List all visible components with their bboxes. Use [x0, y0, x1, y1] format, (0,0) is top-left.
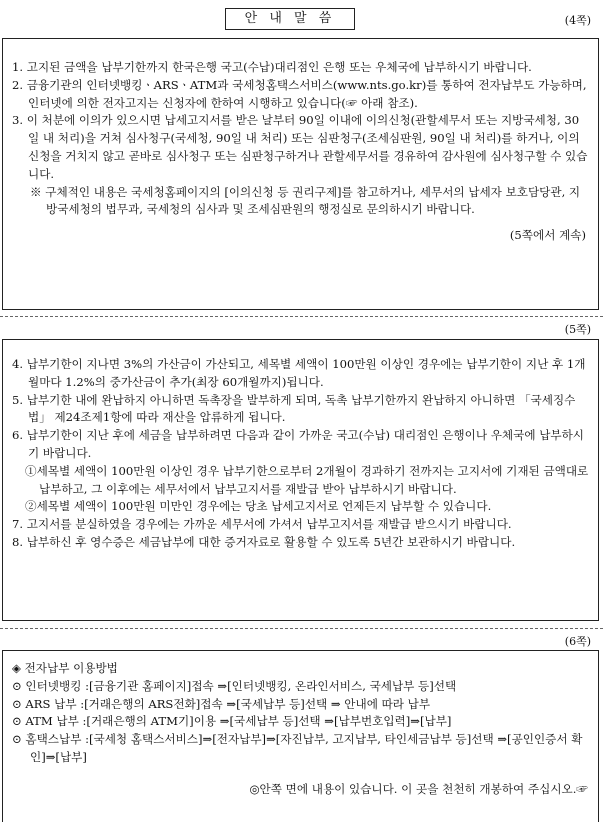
fold-line — [0, 316, 603, 317]
method-internet-banking: ⊙ 인터넷뱅킹 :[금융기관 홈페이지]접속 ⇒[인터넷뱅킹, 온라인서비스, 국세납부 등]선택 — [12, 678, 457, 693]
fold-line-2 — [0, 628, 603, 629]
page-number-5: (5쪽) — [564, 323, 591, 336]
notice-item-1: 1. 고지된 금액을 납부기한까지 한국은행 국고(수납)대리점인 은행 또는 우체국에 납부하시기 바랍니다. — [12, 60, 532, 74]
page-number-4: (4쪽) — [564, 14, 591, 27]
method-hometax: ⊙ 홈택스납부 :[국세청 홈택스서비스]⇒[전자납부]⇒[자진납부, 고지납부, 타인세금납부 등]선택 ⇒[공인인증서 확인]⇒[납부] — [12, 732, 583, 764]
notice-item-8: 8. 납부하신 후 영수증은 세금납부에 대한 증거자료로 활용할 수 있도록 5년간 보관하시기 바랍니다. — [12, 534, 516, 549]
notice-note: ※ 구체적인 내용은 국세청홈페이지의 [이의신청 등 권리구제]를 참고하거나, 세무서의 납세자 보호담당관, 지방국세청의 법무과, 국세청의 심사과 및 조세심판원의 행정실로 문의하시기 바랍니다. — [30, 184, 581, 217]
notice-subitem-2: ②세목별 세액이 100만원 미만인 경우에는 당초 납세고지서로 언제든지 납부할 수 있습니다. — [25, 499, 492, 514]
e-payment-heading: ◈ 전자납부 이용방법 — [12, 661, 118, 675]
section-page5 — [2, 339, 599, 621]
notice-title: 안 내 말 씀 — [225, 8, 355, 30]
section-page6 — [2, 650, 599, 822]
notice-item-2: 2. 금융기관의 인터넷뱅킹ㆍARSㆍATM과 국세청홈택스서비스(www.nts.go.kr)를 통하여 전자납부도 가능하며, 인터넷에 의한 전자고지는 신청자에 한하여 시행하고 있습니다(☞ 아래 참조). — [12, 77, 587, 110]
notice-item-6: 6. 납부기한이 지난 후에 세금을 납부하려면 다음과 같이 가까운 국고(수납) 대리점인 은행이나 우체국에 납부하시기 바랍니다. — [12, 428, 585, 460]
continued-label: (5쪽에서 계속) — [509, 228, 586, 243]
notice-item-5: 5. 납부기한 내에 완납하지 아니하면 독촉장을 발부하게 되며, 독촉 납부기한까지 완납하지 아니하면 「국세징수법」 제24조제1항에 따라 재산을 압류하게 됩니다. — [12, 392, 576, 425]
notice-subitem-1: ①세목별 세액이 100만원 이상인 경우 납부기한으로부터 2개월이 경과하기 전까지는 고지서에 기재된 금액대로 납부하고, 그 이후에는 세무서에서 납부고지서를 재발급 받아 납부하시기 바랍니다. — [25, 463, 589, 496]
open-instruction: ◎안쪽 면에 내용이 있습니다. 이 곳을 천천히 개봉하여 주십시오.☞ — [249, 781, 588, 796]
section-page4 — [2, 38, 599, 310]
method-ars: ⊙ ARS 납부 :[거래은행의 ARS전화]접속 ⇒[국세납부 등]선택 ⇒ 안내에 따라 납부 — [12, 696, 431, 711]
notice-item-7: 7. 고지서를 분실하였을 경우에는 가까운 세무서에 가셔서 납부고지서를 재발급 받으시기 바랍니다. — [12, 517, 512, 532]
notice-item-4: 4. 납부기한이 지나면 3%의 가산금이 가산되고, 세목별 세액이 100만원 이상인 경우에는 납부기한이 지난 후 1개월마다 1.2%의 중가산금이 추가(최장 60개월까지)됩니다. — [12, 357, 586, 389]
notice-item-3: 3. 이 처분에 이의가 있으시면 납세고지서를 받은 날부터 90일 이내에 이의신청(관할세무서 또는 지방국세청, 30일 내 처리)을 거쳐 심사청구(국세청, 90일 내 처리) 또는 심판청구(조세심판원, 90일 내 처리)를 하거나, 이의신청을 거치지 않고 곧바로 심사청구 또는 심판청구하거나 관할세무서를 경유하여 감사원에 심사청구할 수 있습니다. — [12, 113, 588, 181]
page-number-6: (6쪽) — [564, 635, 591, 648]
method-atm: ⊙ ATM 납부 :[거래은행의 ATM기]이용 ⇒[국세납부 등]선택 ⇒[납부번호입력]⇒[납부] — [12, 714, 452, 729]
